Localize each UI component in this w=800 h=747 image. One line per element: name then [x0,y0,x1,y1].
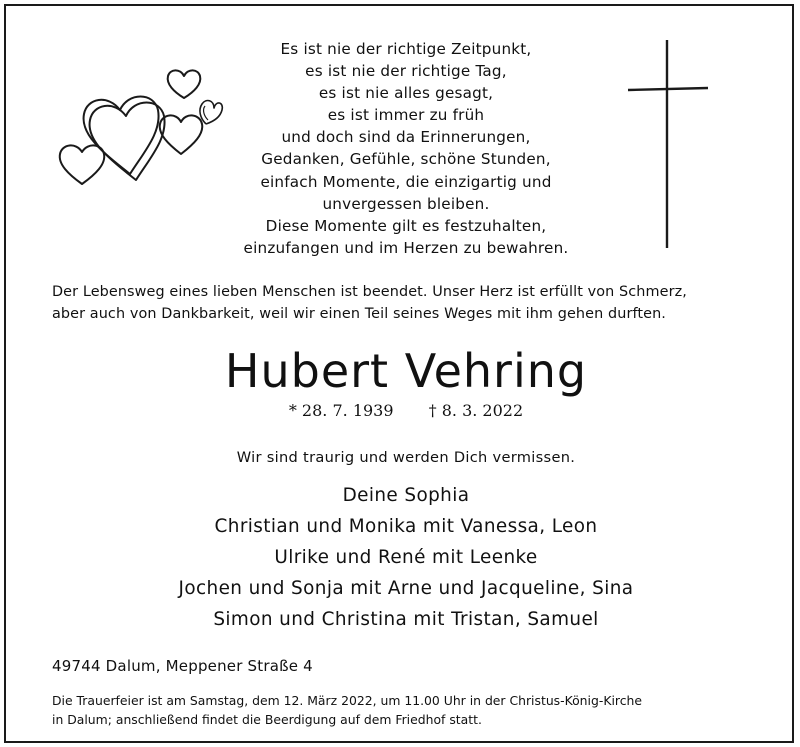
service-line: Die Trauerfeier ist am Samstag, dem 12. März 2022, um 11.00 Uhr in der Christus-König-Kirche [52,693,642,708]
cross-icon [626,36,710,256]
intro-line: aber auch von Dankbarkeit, weil wir einen Teil seines Weges mit ihm gehen durften. [52,306,666,322]
poem-line: Gedanken, Gefühle, schöne Stunden, [261,150,551,169]
poem-line: unvergessen bleiben. [322,194,490,213]
service-line: in Dalum; anschließend findet die Beerdigung auf dem Friedhof statt. [52,712,482,727]
missing-text: Wir sind traurig und werden Dich vermissen. [236,449,576,466]
family-line: Ulrike und René mit Leenke [274,547,538,568]
intro-text [52,281,772,325]
poem-line: und doch sind da Erinnerungen, [281,128,531,147]
birth-date: * 28. 7. 1939 [288,401,394,420]
family-line: Jochen und Sonja mit Arne und Jacqueline, Sina [178,578,634,599]
family-list [6,480,800,635]
notice-frame [4,4,794,743]
service-info [52,691,772,729]
family-line: Christian und Monika mit Vanessa, Leon [214,516,598,537]
life-dates [6,400,800,422]
deceased-name: Hubert Vehring [224,344,588,398]
poem-line: einzufangen und im Herzen zu bewahren. [243,238,569,257]
poem-line: einfach Momente, die einzigartig und [260,172,552,191]
poem-line: es ist nie der richtige Tag, [305,62,507,81]
address: 49744 Dalum, Meppener Straße 4 [52,657,313,675]
poem-line: Es ist nie der richtige Zeitpunkt, [280,40,532,58]
family-line: Simon und Christina mit Tristan, Samuel [213,609,599,630]
poem-line: es ist immer zu früh [327,106,485,125]
death-date: † 8. 3. 2022 [428,401,524,420]
poem-line: Diese Momente gilt es festzuhalten, [265,216,547,235]
intro-line: Der Lebensweg eines lieben Menschen ist beendet. Unser Herz ist erfüllt von Schmerz, [52,284,687,300]
family-line: Deine Sophia [342,485,470,506]
poem [196,38,616,259]
poem-line: es ist nie alles gesagt, [318,84,494,103]
